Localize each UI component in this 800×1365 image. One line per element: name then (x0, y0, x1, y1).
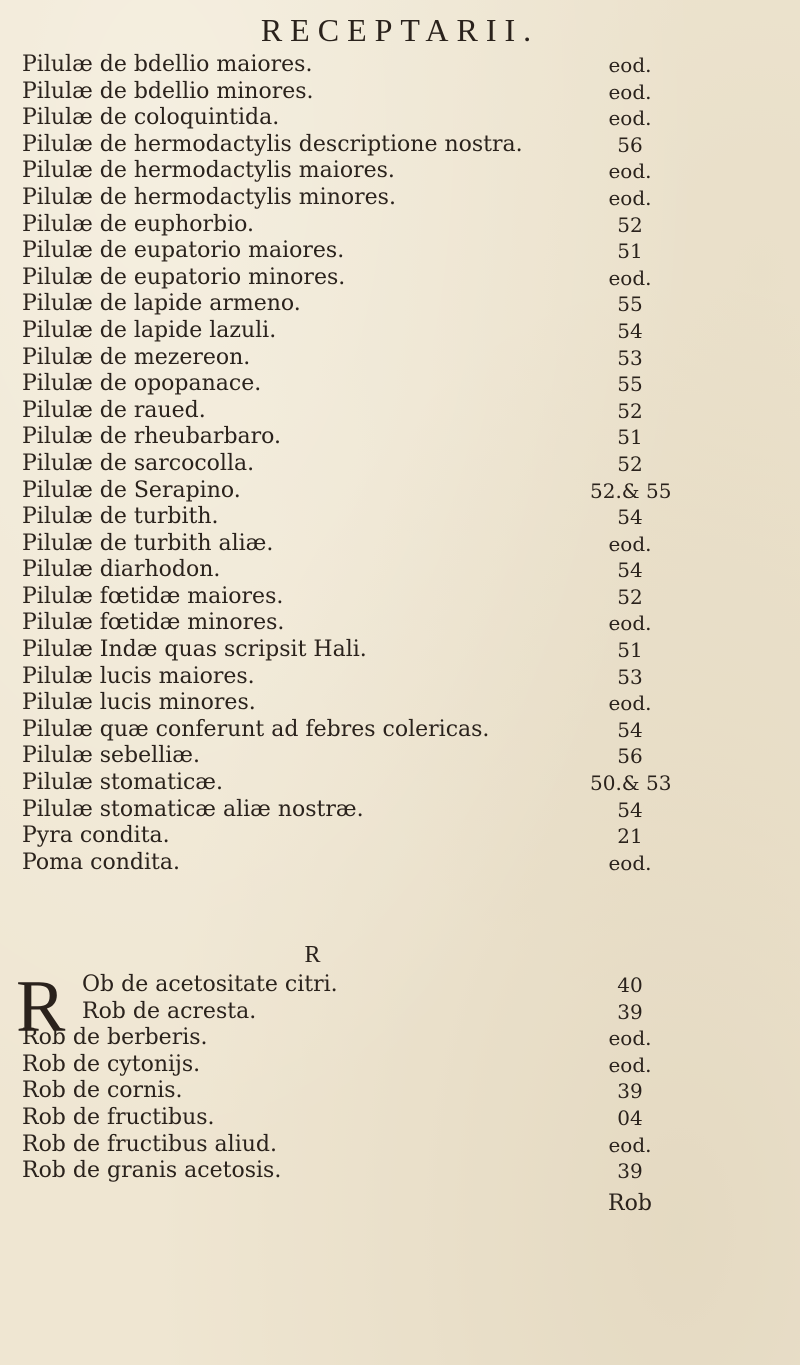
entry-page: eod. (608, 159, 652, 184)
entry-page: eod. (608, 106, 652, 131)
entry-title: Pilulæ de eupatorio minores. (22, 264, 346, 290)
entry-page: 52 (617, 451, 643, 476)
entry-title: Pilulæ de turbith aliæ. (22, 530, 274, 556)
index-entry (0, 584, 800, 611)
index-entry (0, 823, 800, 850)
entry-page: 54 (617, 505, 643, 530)
drop-cap: R (16, 966, 66, 1048)
index-entry (0, 371, 800, 398)
index-entry (0, 451, 800, 478)
index-entry (0, 1105, 800, 1132)
entry-title: Pilulæ quæ conferunt ad febres colericas. (22, 716, 490, 742)
index-entry (0, 797, 800, 824)
index-entry (0, 478, 800, 505)
index-entry (0, 504, 800, 531)
entry-title: Rob de fructibus. (22, 1104, 215, 1130)
index-entry (0, 158, 800, 185)
entry-page: eod. (608, 531, 652, 556)
entry-title: Pilulæ de euphorbio. (22, 211, 255, 237)
entry-page: 04 (617, 1105, 643, 1130)
entry-page: 53 (617, 345, 643, 370)
entry-page: 50.& 53 (590, 771, 672, 796)
entry-page: 53 (617, 664, 643, 689)
entry-page: eod. (608, 265, 652, 290)
running-header: RECEPTARII. (260, 12, 540, 48)
entry-title: Pilulæ de rheubarbaro. (22, 424, 282, 450)
index-entry (0, 972, 800, 999)
index-entry (0, 398, 800, 425)
entry-page: eod. (608, 1132, 652, 1157)
entry-title: Pilulæ stomaticæ. (22, 770, 223, 796)
index-entry (0, 1132, 800, 1159)
entry-page: eod. (608, 1052, 652, 1077)
entry-title: Pilulæ lucis maiores. (22, 663, 255, 689)
index-entry (0, 690, 800, 717)
entry-page: 54 (617, 558, 643, 583)
index-entry (0, 770, 800, 797)
entry-page: eod. (608, 79, 652, 104)
index-entry (0, 132, 800, 159)
entry-page: 39 (617, 999, 643, 1024)
index-entry (0, 238, 800, 265)
entry-page: eod. (608, 691, 652, 716)
entry-page: eod. (608, 611, 652, 636)
entry-title: Pilulæ fœtidæ maiores. (22, 583, 284, 609)
entry-title: Rob de fructibus aliud. (22, 1131, 277, 1157)
entry-title: Pilulæ sebelliæ. (22, 743, 200, 769)
index-entry (0, 531, 800, 558)
entry-page: 52.& 55 (590, 478, 672, 503)
entry-title: Rob de cornis. (22, 1078, 183, 1104)
index-entry (0, 345, 800, 372)
index-entry (0, 52, 800, 79)
entry-title: Pilulæ de raued. (22, 397, 206, 423)
entry-page: 55 (617, 372, 643, 397)
entry-title: Ob de acetositate citri. (82, 972, 338, 997)
entry-title: Pilulæ de bdellio minores. (22, 78, 314, 104)
entry-title: Pilulæ de hermodactylis descriptione nostra. (22, 131, 523, 157)
index-entry (0, 1078, 800, 1105)
entry-title: Pilulæ de Serapino. (22, 477, 241, 503)
index-entry (0, 1158, 800, 1185)
entry-title: Rob de cytonijs. (22, 1051, 201, 1077)
index-entry (0, 105, 800, 132)
entry-title: Pilulæ de opopanace. (22, 371, 262, 397)
index-entry (0, 664, 800, 691)
entry-page: eod. (608, 1026, 652, 1051)
index-entry (0, 610, 800, 637)
index-entry (0, 212, 800, 239)
section-letter: R (304, 942, 321, 968)
entry-title: Pilulæ de bdellio maiores. (22, 52, 313, 77)
entry-page: 54 (617, 318, 643, 343)
entry-page: 56 (617, 132, 643, 157)
index-entries-r (0, 966, 800, 1185)
index-entry (0, 850, 800, 877)
index-entry (0, 265, 800, 292)
entry-title: Pilulæ lucis minores. (22, 690, 256, 716)
entry-title: Rob de granis acetosis. (22, 1158, 282, 1184)
entry-page: 39 (617, 1159, 643, 1184)
entry-page: 40 (617, 973, 643, 997)
entry-page: 52 (617, 212, 643, 237)
entry-page: 52 (617, 584, 643, 609)
entry-title: Pilulæ de mezereon. (22, 344, 251, 370)
entry-page: 52 (617, 398, 643, 423)
entry-page: 51 (617, 239, 643, 264)
index-entry (0, 637, 800, 664)
entry-title: Pilulæ Indæ quas scripsit Hali. (22, 637, 367, 663)
entry-title: Pilulæ de turbith. (22, 504, 219, 530)
entry-page: eod. (608, 850, 652, 875)
entry-title: Pilulæ de lapide lazuli. (22, 317, 277, 343)
entry-title: Pilulæ fœtidæ minores. (22, 610, 285, 636)
entry-page: 55 (617, 292, 643, 317)
entry-page: 56 (617, 744, 643, 769)
index-entries (0, 52, 800, 876)
entry-title: Pilulæ de hermodactylis maiores. (22, 158, 395, 184)
index-entry (0, 185, 800, 212)
entry-title: Pyra condita. (22, 823, 170, 849)
entry-title: Poma condita. (22, 849, 180, 875)
entry-page: 39 (617, 1079, 643, 1104)
index-entry (0, 291, 800, 318)
entry-page: 51 (617, 638, 643, 663)
entry-title: Pilulæ de sarcocolla. (22, 450, 255, 476)
index-entry (0, 717, 800, 744)
entry-title: Pilulæ de eupatorio maiores. (22, 238, 345, 264)
entry-page: 21 (617, 824, 643, 849)
entry-title: Pilulæ stomaticæ aliæ nostræ. (22, 796, 364, 822)
entry-title: Pilulæ de coloquintida. (22, 105, 280, 131)
entry-page: 54 (617, 717, 643, 742)
index-entry (0, 1052, 800, 1079)
entry-title: Rob de berberis. (22, 1025, 208, 1051)
index-entry (0, 318, 800, 345)
index-entry (0, 1025, 800, 1052)
entry-page: eod. (608, 53, 652, 77)
index-entry (0, 743, 800, 770)
entry-title: Pilulæ de lapide armeno. (22, 291, 301, 317)
entry-page: 51 (617, 425, 643, 450)
entry-title: Pilulæ diarhodon. (22, 557, 221, 583)
entry-page: 54 (617, 797, 643, 822)
entry-title: Rob de acresta. (82, 998, 257, 1024)
entry-title: Pilulæ de hermodactylis minores. (22, 184, 396, 210)
index-entry (0, 424, 800, 451)
entry-page: eod. (608, 185, 652, 210)
index-entry (0, 557, 800, 584)
index-entry (0, 999, 800, 1026)
catchword: Rob (608, 1191, 652, 1216)
index-entry (0, 79, 800, 106)
